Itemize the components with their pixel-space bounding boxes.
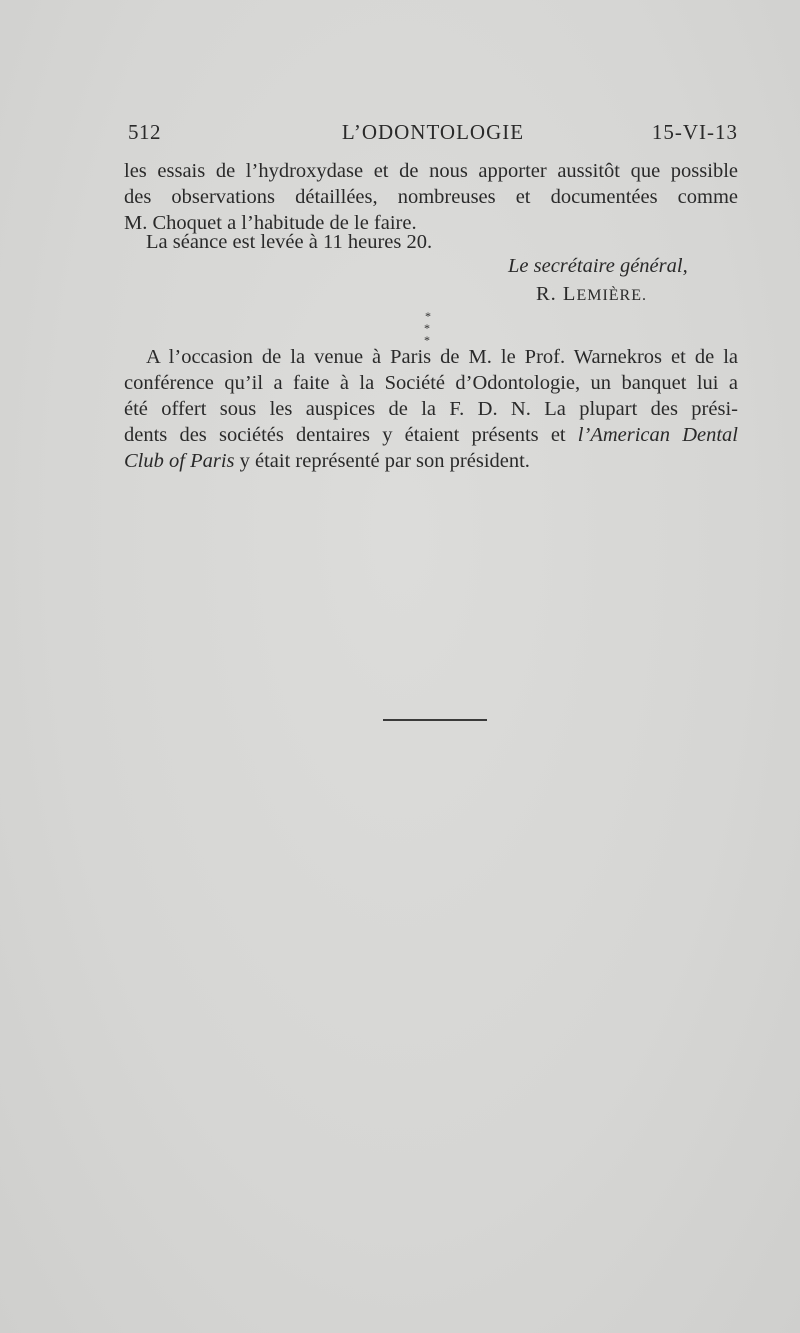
- end-rule: [383, 719, 487, 721]
- signature-name: [508, 280, 688, 310]
- italic-segment: l’American Dental: [577, 424, 738, 446]
- page-number: 512: [128, 120, 161, 144]
- text-line: [124, 422, 738, 448]
- text-line: [124, 448, 738, 474]
- text-segment: dents des sociétés dentaires y étaient présents et: [124, 424, 578, 446]
- paragraph-banquet: [124, 344, 738, 474]
- italic-segment: Club of Paris: [124, 450, 235, 472]
- text-line: conférence qu’il a faite à la Société d’Odontologie, un banquet lui a: [124, 372, 738, 394]
- page-header: [128, 120, 738, 150]
- paragraph-continuation: [124, 158, 738, 236]
- text-line: les essais de l’hydroxydase et de nous apporter aussitôt que possible: [124, 160, 738, 182]
- text-segment: y était représenté par son président.: [234, 450, 530, 472]
- signature-block: [508, 252, 688, 310]
- text-line: des observations détaillées, nombreuses et documentées comme: [124, 186, 738, 208]
- text-line: A l’occasion de la venue à Paris de M. le Prof. Warnekros et de la: [146, 346, 738, 368]
- signature-name-initial: R. L: [536, 283, 577, 305]
- signature-name-smallcaps: EMIÈRE.: [576, 287, 647, 304]
- running-title: L’ODONTOLOGIE: [341, 120, 525, 144]
- asterism-bottom: * *: [424, 321, 436, 347]
- asterism-separator: [410, 309, 446, 347]
- signature-role: Le secrétaire général,: [508, 255, 688, 277]
- text-line: La séance est levée à 11 heures 20.: [146, 231, 433, 253]
- issue-date: 15-VI-13: [651, 120, 738, 144]
- text-line: M. Choquet a l’habitude de le faire.: [124, 212, 417, 234]
- asterism-top: *: [425, 309, 431, 323]
- text-line: été offert sous les auspices de la F. D. N. La plupart des prési-: [124, 398, 738, 420]
